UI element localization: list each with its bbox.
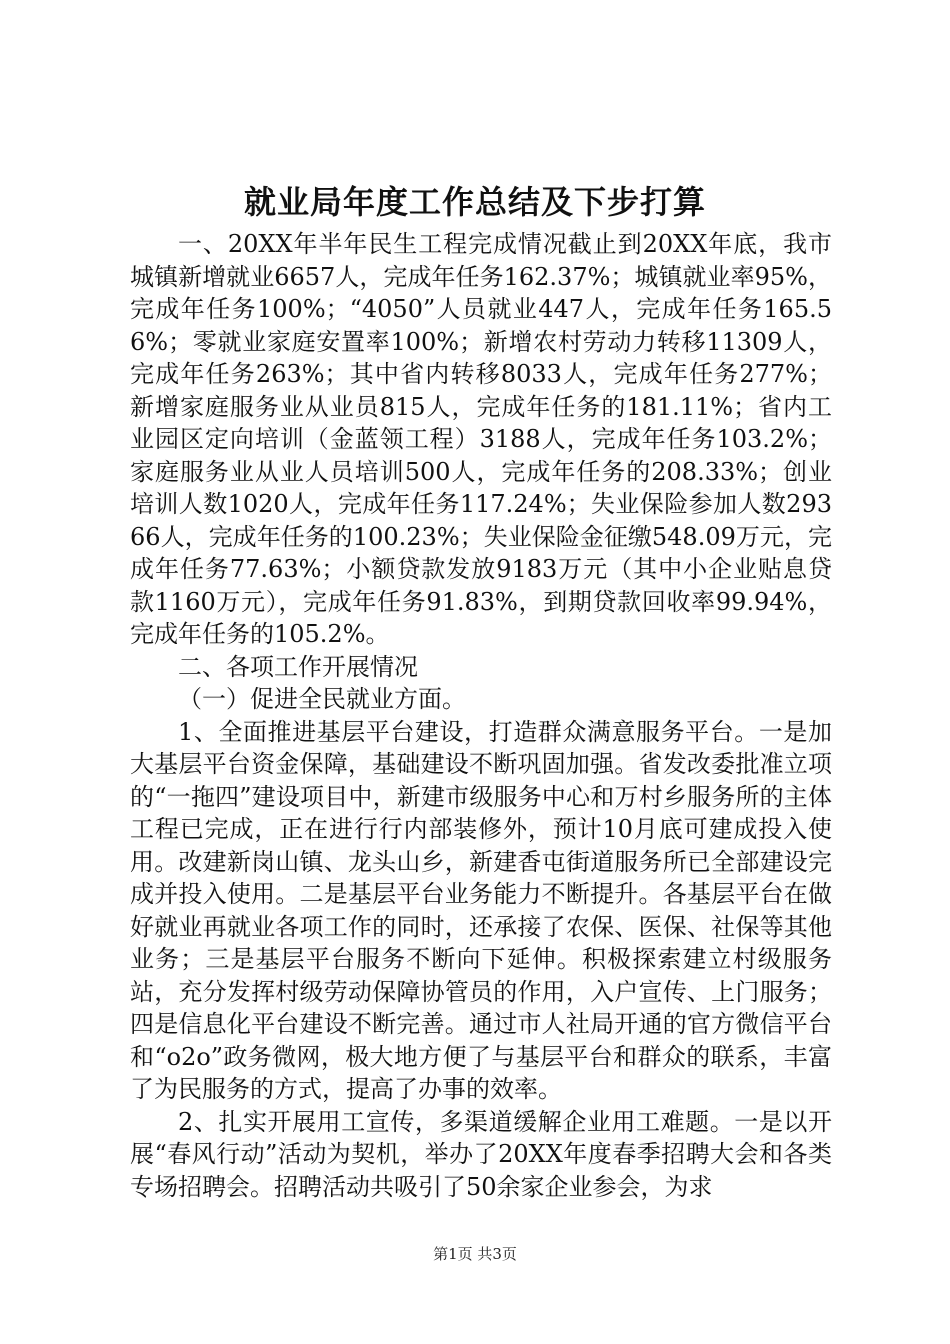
subsection-heading-employment: （一）促进全民就业方面。 [178, 685, 466, 713]
document-body [130, 228, 832, 1203]
paragraph-livelihood-results: 一、20XX年半年民生工程完成情况截止到20XX年底，我市城镇新增就业6657人，完成年任务162.37%；城镇就业率95%，完成年任务100%；“4050”人员就业447人，完成年任务165.56%；零就业家庭安置率100%；新增农村劳动力转移11309人，完成年任务263%；其中省内转移8033人，完成年任务277%；新增家庭服务业从业员815人，完成年任务的181.11%；省内工业园区定向培训（金蓝领工程）3188人，完成年任务103.2%；家庭服务业从业人员培训500人，完成年任务的208.33%；创业培训人数1020人，完成年任务117.24%；失业保险参加人数29366人，完成年任务的100.23%；失业保险金征缴548.09万元，完成年任务77.63%；小额贷款发放9183万元（其中小企业贴息贷款1160万元），完成年任务91.83%，到期贷款回收率99.94%，完成年任务的105.2%。 [130, 230, 832, 648]
section-heading-work-progress: 二、各项工作开展情况 [178, 652, 418, 681]
paragraph-platform-building: 1、全面推进基层平台建设，打造群众满意服务平台。一是加大基层平台资金保障，基础建设不断巩固加强。省发改委批准立项的“一拖四”建设项目中，新建市级服务中心和万村乡服务所的主体工程已完成，正在进行行内部装修外，预计10月底可建成投入使用。改建新岗山镇、龙头山乡，新建香屯街道服务所已全部建设完成并投入使用。二是基层平台业务能力不断提升。各基层平台在做好就业再就业各项工作的同时，还承接了农保、医保、社保等其他业务；三是基层平台服务不断向下延伸。积极探索建立村级服务站，充分发挥村级劳动保障协管员的作用，入户宣传、上门服务；四是信息化平台建设不断完善。通过市人社局开通的官方微信平台和“o2o”政务微网，极大地方便了与基层平台和群众的联系，丰富了为民服务的方式，提高了办事的效率。 [130, 717, 832, 1103]
page-footer: 第1页 共3页 [433, 1245, 517, 1263]
document-title: 就业局年度工作总结及下步打算 [243, 183, 706, 221]
paragraph-recruitment: 2、扎实开展用工宣传，多渠道缓解企业用工难题。一是以开展“春风行动”活动为契机，举办了20XX年度春季招聘大会和各类专场招聘会。招聘活动共吸引了50余家企业参会，为求 [130, 1107, 832, 1201]
